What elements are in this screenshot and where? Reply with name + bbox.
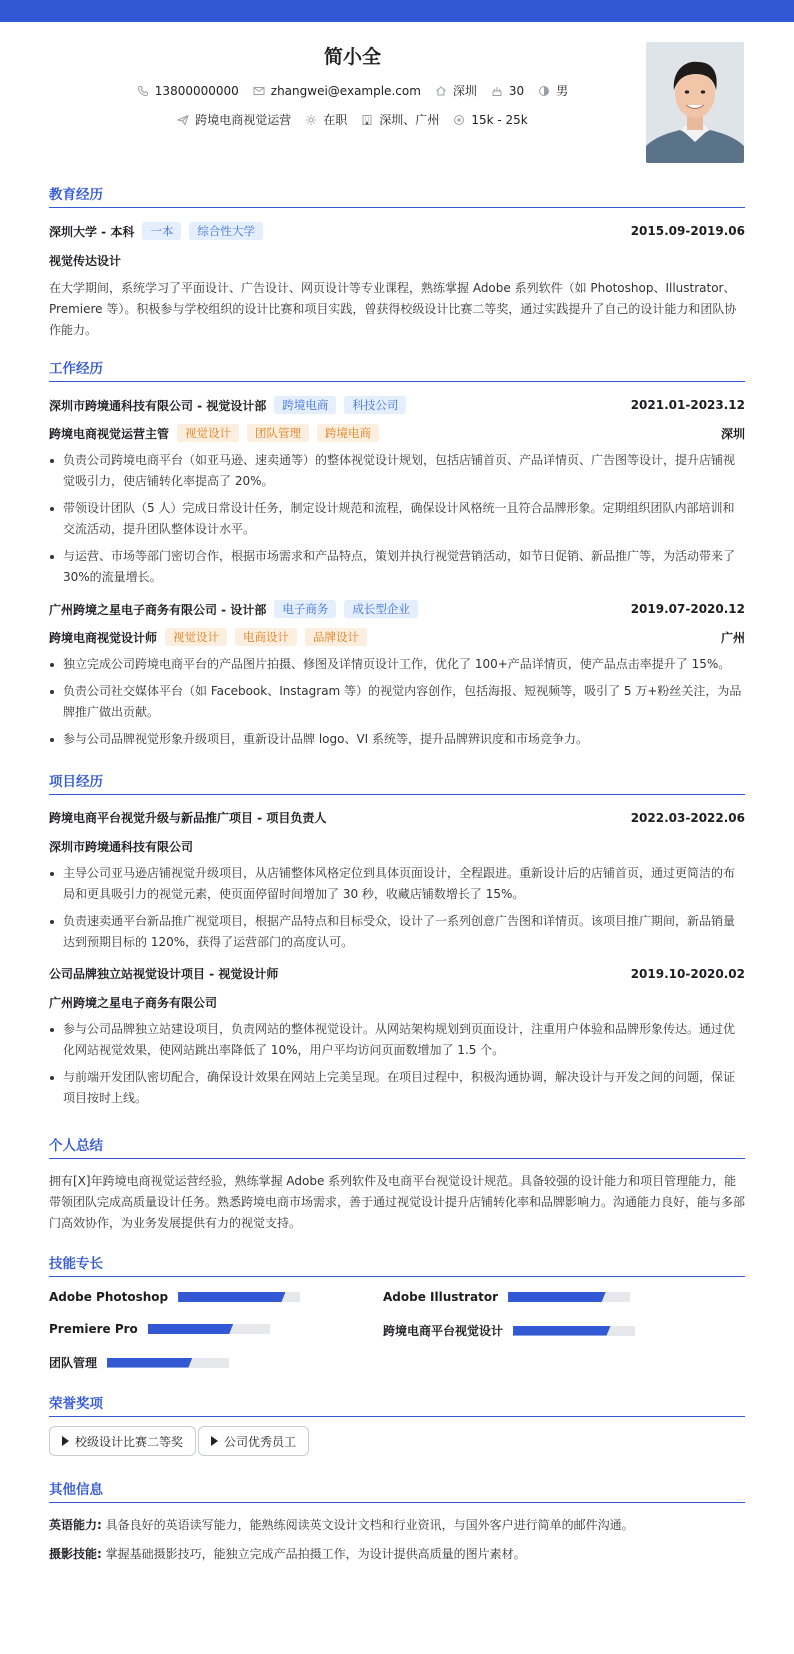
- project-company: 深圳市跨境通科技有限公司: [49, 840, 194, 854]
- role-row: [49, 628, 745, 646]
- job-date: 2021.01-2023.12: [630, 398, 745, 412]
- email-value: zhangwei@example.com: [270, 83, 421, 98]
- resume-header: [0, 40, 794, 170]
- skill-item: [49, 1322, 270, 1336]
- status-value: 在职: [323, 113, 348, 127]
- project-entry: [49, 965, 745, 1109]
- gender-icon: [538, 85, 550, 97]
- city-value: 深圳: [452, 84, 477, 98]
- list-item: 负责公司跨境电商平台（如亚马逊、速卖通等）的整体视觉设计规划，包括店铺首页、产品详情页、广告图等设计，提升店铺视觉吸引力，使店铺转化率提高了 20%。: [49, 450, 745, 492]
- education-description: 在大学期间，系统学习了平面设计、广告设计、网页设计等专业课程，熟练掌握 Adobe 系列软件（如 Photoshop、Illustrator、Premiere 等）。积极参与学校组织的设计比赛和项目实践，曾获得校级设计比赛二等奖，通过实践提升了自己的设计能力和团队协作能力。: [49, 281, 737, 337]
- job-header-row: [49, 600, 745, 618]
- mail-icon: [253, 85, 265, 97]
- school-name: 深圳大学 - 本科: [49, 224, 135, 239]
- list-item: 负责速卖通平台新品推广视觉项目，根据产品特点和目标受众，设计了一系列创意广告图和详情页。该项目推广期间，新品销量达到预期目标的 120%，获得了运营部门的高度认可。: [49, 911, 745, 953]
- project-name: 公司品牌独立站视觉设计项目 - 视觉设计师: [49, 967, 279, 981]
- other-section: [49, 1478, 745, 1565]
- skill-name: 跨境电商平台视觉设计: [383, 1324, 504, 1338]
- skill-bar: [148, 1324, 270, 1334]
- job-bullets: [49, 450, 745, 588]
- summary-title: 个人总结: [49, 1134, 745, 1159]
- role-name: 跨境电商视觉设计师: [49, 630, 158, 645]
- education-title: 教育经历: [49, 183, 745, 208]
- profile-photo: [646, 42, 744, 163]
- company-tag: 跨境电商: [274, 396, 336, 414]
- role-name: 跨境电商视觉运营主管: [49, 426, 170, 441]
- skill-name: Premiere Pro: [49, 1322, 138, 1336]
- cake-icon: [491, 85, 503, 97]
- skill-item: [383, 1322, 635, 1339]
- award-label: 校级设计比赛二等奖: [75, 1434, 184, 1449]
- project-bullets: [49, 1019, 745, 1109]
- skill-bar: [513, 1326, 635, 1336]
- other-text: 具备良好的英语读写能力，能熟练阅读英文设计文档和行业资讯，与国外客户进行简单的邮件沟通。: [105, 1518, 634, 1532]
- email-item: [253, 84, 421, 98]
- role-tag: 品牌设计: [305, 628, 367, 646]
- project-company: 广州跨境之星电子商务有限公司: [49, 996, 218, 1010]
- job-date: 2019.07-2020.12: [630, 602, 745, 616]
- list-item: 参与公司品牌独立站建设项目，负责网站的整体视觉设计。从网站架构规划到页面设计，注重用户体验和品牌形象传达。通过优化网站视觉效果，使网站跳出率降低了 10%，用户平均访问页面数增加了 1.5 个。: [49, 1019, 745, 1061]
- role-row: [49, 424, 745, 442]
- job-entry: [49, 396, 745, 588]
- skill-bar: [508, 1292, 630, 1302]
- job-bullets: [49, 654, 745, 750]
- work-title: 工作经历: [49, 357, 745, 382]
- role-tag: 视觉设计: [177, 424, 239, 442]
- play-icon: [62, 1436, 69, 1446]
- company-tag: 成长型企业: [344, 600, 418, 618]
- home-icon: [435, 85, 447, 97]
- other-title: 其他信息: [49, 1478, 745, 1503]
- other-label: 英语能力:: [49, 1518, 102, 1532]
- award-chip: [49, 1426, 196, 1456]
- gender-item: [538, 82, 568, 99]
- list-item: 与运营、市场等部门密切合作，根据市场需求和产品特点，策划并执行视觉营销活动，如节日促销、新品推广等，为活动带来了 30%的流量增长。: [49, 546, 745, 588]
- project-header-row: [49, 809, 745, 826]
- age-item: [491, 84, 524, 98]
- company-name: 广州跨境之星电子商务有限公司 - 设计部: [49, 602, 267, 617]
- job-entry: [49, 600, 745, 750]
- list-item: 负责公司社交媒体平台（如 Facebook、Instagram 等）的视觉内容创作，包括海报、短视频等，吸引了 5 万+粉丝关注，为品牌推广做出贡献。: [49, 681, 745, 723]
- status-item: [305, 111, 347, 128]
- award-label: 公司优秀员工: [224, 1434, 297, 1449]
- project-entry: [49, 809, 745, 953]
- role-tag: 团队管理: [247, 424, 309, 442]
- project-name: 跨境电商平台视觉升级与新品推广项目 - 项目负责人: [49, 811, 327, 825]
- target-city-value: 深圳、广州: [379, 113, 440, 127]
- project-bullets: [49, 863, 745, 953]
- play-icon: [211, 1436, 218, 1446]
- company-tag: 科技公司: [344, 396, 406, 414]
- other-item: [49, 1544, 745, 1565]
- list-item: 带领设计团队（5 人）完成日常设计任务，制定设计规范和流程，确保设计风格统一且符合品牌形象。定期组织团队内部培训和交流活动，提升团队整体设计水平。: [49, 498, 745, 540]
- education-section: [49, 183, 745, 341]
- contact-row: [0, 82, 705, 99]
- salary-item: [453, 113, 527, 127]
- candidate-name: 简小全: [323, 46, 381, 68]
- phone-icon: [137, 85, 149, 97]
- phone-item: [137, 84, 239, 98]
- education-date: 2015.09-2019.06: [630, 224, 745, 238]
- work-section: [49, 357, 745, 756]
- company-tag: 电子商务: [274, 600, 336, 618]
- target-job-item: [177, 111, 291, 128]
- project-date: 2019.10-2020.02: [630, 966, 745, 981]
- role-tag: 电商设计: [235, 628, 297, 646]
- skill-name: Adobe Photoshop: [49, 1290, 169, 1304]
- intent-row: [0, 111, 705, 128]
- job-location: 深圳: [720, 426, 745, 441]
- projects-section: [49, 770, 745, 1115]
- other-label: 摄影技能:: [49, 1547, 102, 1561]
- summary-text: 拥有[X]年跨境电商视觉运营经验，熟练掌握 Adobe 系列软件及电商平台视觉设计规范。具备较强的设计能力和项目管理能力，能带领团队完成高质量设计任务。熟悉跨境电商市场需求，善于通过视觉设计提升店铺转化率和品牌影响力。沟通能力良好，能与多部门高效协作，为业务发展提供有力的视觉支持。: [49, 1174, 746, 1230]
- phone-value: 13800000000: [154, 83, 239, 98]
- top-accent-bar: [0, 0, 794, 22]
- skills-section: [49, 1252, 745, 1370]
- target-job-value: 跨境电商视觉运营: [195, 113, 292, 127]
- projects-title: 项目经历: [49, 770, 745, 795]
- list-item: 独立完成公司跨境电商平台的产品图片拍摄、修图及详情页设计工作，优化了 100+产品详情页，使产品点击率提升了 15%。: [49, 654, 745, 675]
- role-tag: 视觉设计: [165, 628, 227, 646]
- major-name: 视觉传达设计: [49, 254, 122, 268]
- school-tag: 一本: [142, 222, 181, 240]
- gender-value: 男: [556, 84, 569, 98]
- project-date: 2022.03-2022.06: [630, 810, 745, 825]
- project-header-row: [49, 965, 745, 982]
- other-text: 掌握基础摄影技巧，能独立完成产品拍摄工作，为设计提供高质量的图片素材。: [105, 1547, 526, 1561]
- skill-bar: [178, 1292, 300, 1302]
- skills-title: 技能专长: [49, 1252, 745, 1277]
- summary-section: [49, 1134, 745, 1234]
- other-item: [49, 1515, 745, 1536]
- award-chip: [198, 1426, 309, 1456]
- skill-bar: [107, 1358, 229, 1368]
- age-value: 30: [508, 83, 525, 98]
- education-header-row: [49, 222, 745, 240]
- list-item: 参与公司品牌视觉形象升级项目，重新设计品牌 logo、VI 系统等，提升品牌辨识度和市场竞争力。: [49, 729, 745, 750]
- school-tag: 综合性大学: [189, 222, 263, 240]
- skill-item: [49, 1354, 229, 1371]
- building-icon: [361, 114, 373, 126]
- company-name: 深圳市跨境通科技有限公司 - 视觉设计部: [49, 398, 267, 413]
- gear-icon: [305, 114, 317, 126]
- role-tag: 跨境电商: [317, 424, 379, 442]
- list-item: 主导公司亚马逊店铺视觉升级项目，从店铺整体风格定位到具体页面设计，全程跟进。重新设计后的店铺首页，通过更简洁的布局和更具吸引力的视觉元素，使页面停留时间增加了 30 秒，收藏店铺数增长了 15%。: [49, 863, 745, 905]
- skill-name: 团队管理: [49, 1356, 98, 1370]
- target-city-item: [361, 111, 439, 128]
- send-icon: [177, 114, 189, 126]
- coin-icon: [453, 114, 465, 126]
- skill-item: [383, 1290, 630, 1304]
- skill-name: Adobe Illustrator: [383, 1290, 499, 1304]
- job-location: 广州: [720, 630, 745, 645]
- skill-item: [49, 1290, 300, 1304]
- list-item: 与前端开发团队密切配合，确保设计效果在网站上完美呈现。在项目过程中，积极沟通协调，解决设计与开发之间的问题，保证项目按时上线。: [49, 1067, 745, 1109]
- job-header-row: [49, 396, 745, 414]
- salary-value: 15k - 25k: [471, 112, 528, 127]
- city-item: [435, 82, 477, 99]
- awards-section: [49, 1392, 745, 1466]
- awards-title: 荣誉奖项: [49, 1392, 745, 1417]
